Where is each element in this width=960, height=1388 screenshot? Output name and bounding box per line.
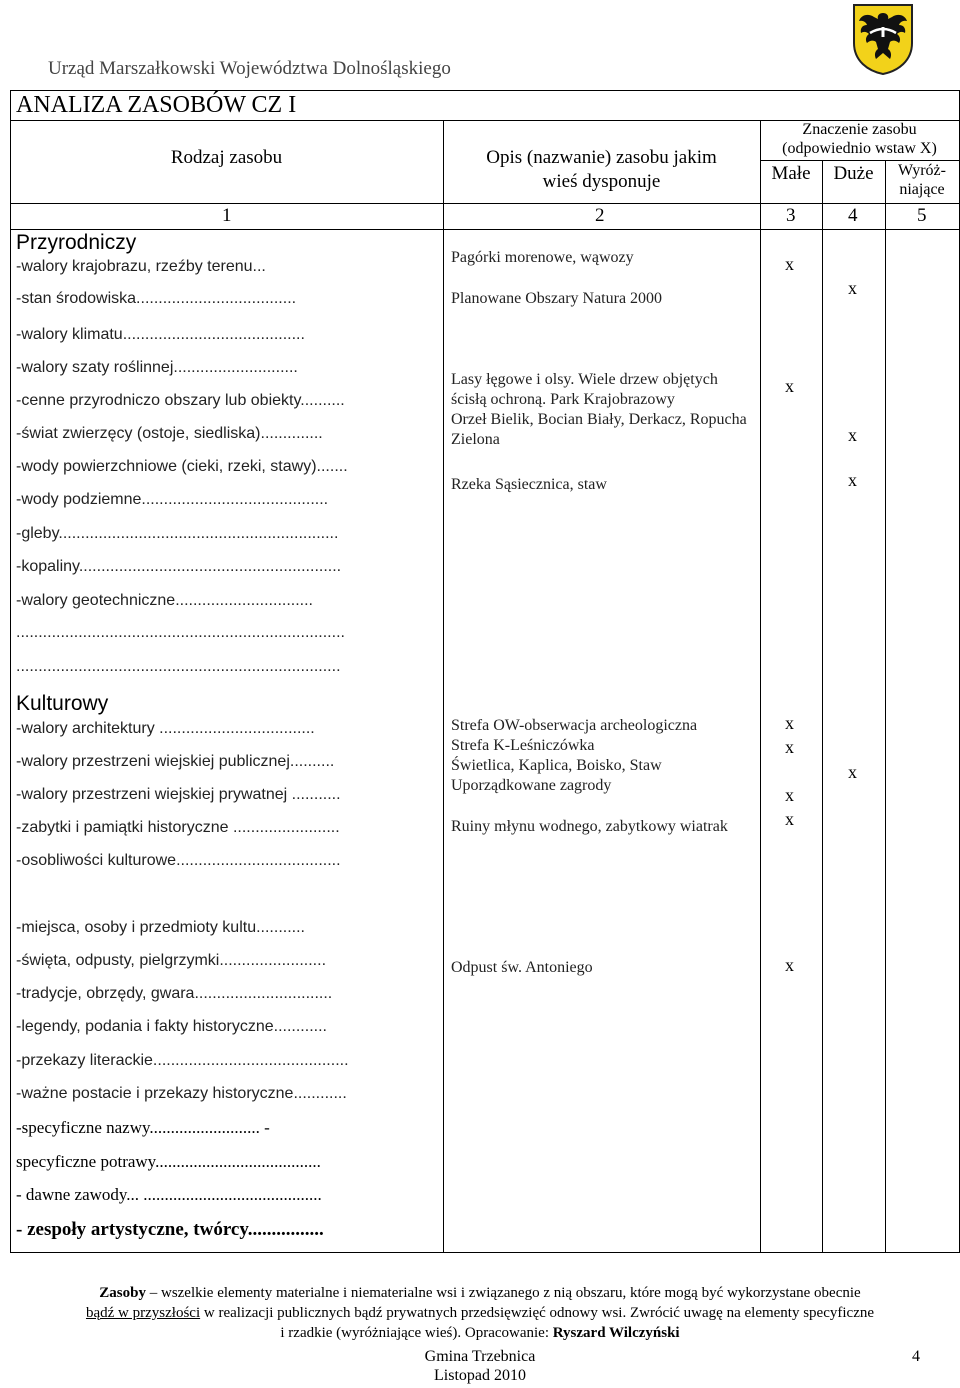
header-resource-type: Rodzaj zasobu bbox=[170, 147, 283, 168]
mark-x: x bbox=[785, 737, 794, 757]
header-row-divider bbox=[10, 203, 959, 204]
list-item: specyficzne potrawy....................................... bbox=[16, 1152, 321, 1171]
list-item: -legendy, podania i fakty historyczne............ bbox=[16, 1018, 327, 1035]
document-date: Listopad 2010 bbox=[434, 1367, 526, 1384]
author-name: Ryszard Wilczyński bbox=[552, 1325, 680, 1341]
column-number-1: 1 bbox=[222, 205, 232, 226]
mark-x: x bbox=[785, 955, 794, 975]
resource-description: Rzeka Sąsiecznica, staw bbox=[451, 476, 607, 493]
header-significance: Znaczenie zasobu bbox=[802, 121, 917, 138]
list-item: -tradycje, obrzędy, gwara............................... bbox=[16, 985, 333, 1002]
list-item: -walory przestrzeni wiejskiej prywatnej ........... bbox=[16, 786, 341, 803]
col-divider-4 bbox=[885, 160, 886, 1252]
column-number-2: 2 bbox=[595, 205, 605, 226]
table-top-border bbox=[10, 90, 959, 91]
number-row-divider bbox=[10, 229, 959, 230]
resource-description: Planowane Obszary Natura 2000 bbox=[451, 290, 663, 307]
list-item: -walory przestrzeni wiejskiej publicznej.......... bbox=[16, 753, 335, 770]
list-item: -walory architektury ................................... bbox=[16, 720, 315, 737]
resource-description: Strefa OW-obserwacja archeologiczna bbox=[451, 717, 698, 734]
mark-x: x bbox=[785, 809, 794, 829]
list-item: -walory szaty roślinnej............................ bbox=[16, 359, 298, 376]
list-item: -przekazy literackie............................................ bbox=[16, 1052, 349, 1069]
list-item: -walory geotechniczne............................... bbox=[16, 592, 313, 609]
list-item: -osobliwości kulturowe..................................... bbox=[16, 852, 341, 869]
office-name: Urząd Marszałkowski Województwa Dolnośląskiego bbox=[48, 58, 451, 79]
resource-description: Strefa K-Leśniczówka bbox=[451, 737, 595, 754]
resource-description: Lasy łęgowe i olsy. Wiele drzew objętych ścisłą ochroną. Park Krajobrazowy bbox=[451, 371, 718, 408]
header-large: Duże bbox=[833, 163, 874, 184]
eagle-crest-icon bbox=[852, 3, 914, 75]
header-description-line2: wieś dysponuje bbox=[542, 171, 661, 192]
col-divider-1 bbox=[443, 120, 444, 1252]
column-number-4: 4 bbox=[848, 205, 858, 226]
list-item: -walory krajobrazu, rzeźby terenu... bbox=[16, 258, 266, 275]
resource-description: Świetlica, Kaplica, Boisko, Staw bbox=[451, 757, 662, 774]
list-item: ......................................................................... bbox=[16, 658, 341, 675]
page-number: 4 bbox=[912, 1348, 920, 1365]
section-title-nature: Przyrodniczy bbox=[16, 231, 137, 254]
mark-x: x bbox=[848, 470, 857, 490]
list-item: -wody powierzchniowe (cieki, rzeki, stawy)....... bbox=[16, 458, 348, 475]
underlined-phrase: bądź w przyszłości bbox=[85, 1305, 201, 1321]
list-item: -zabytki i pamiątki historyczne ........................ bbox=[16, 819, 340, 836]
list-item: -cenne przyrodniczo obszary lub obiekty.......... bbox=[16, 392, 345, 409]
mark-x: x bbox=[848, 425, 857, 445]
column-number-3: 3 bbox=[786, 205, 796, 226]
definition-text: i rzadkie (wyróżniające wieś). Opracowanie: bbox=[280, 1325, 553, 1341]
resource-description: Uporządkowane zagrody bbox=[451, 777, 612, 794]
list-item: -miejsca, osoby i przedmioty kultu........... bbox=[16, 919, 305, 936]
resource-description: Pagórki morenowe, wąwozy bbox=[451, 249, 634, 266]
definition-line-3 bbox=[0, 1323, 960, 1343]
definition-text: w realizacji publicznych bądź prywatnych przedsięwzięć odnowy wsi. Zwrócić uwagę na elementy specyficzne bbox=[200, 1305, 875, 1321]
section-title-culture: Kulturowy bbox=[16, 692, 109, 715]
list-item: .......................................................................... bbox=[16, 624, 345, 641]
definition-line-2 bbox=[0, 1303, 960, 1323]
list-item: -walory klimatu......................................... bbox=[16, 326, 305, 343]
list-item: -świat zwierzęcy (ostoje, siedliska).............. bbox=[16, 425, 323, 442]
list-item: -specyficzne nazwy.......................... - bbox=[16, 1118, 270, 1137]
column-number-5: 5 bbox=[917, 205, 927, 226]
mark-x: x bbox=[848, 762, 857, 782]
definition-line-1 bbox=[0, 1283, 960, 1303]
municipality-name: Gmina Trzebnica bbox=[424, 1348, 536, 1365]
col-divider-2 bbox=[760, 120, 761, 1252]
list-item: -kopaliny........................................................... bbox=[16, 558, 342, 575]
list-item: - zespoły artystyczne, twórcy................ bbox=[16, 1219, 324, 1240]
list-item: -wody podziemne.......................................... bbox=[16, 491, 329, 508]
mark-x: x bbox=[785, 254, 794, 274]
col-divider-3 bbox=[822, 160, 823, 1252]
header-description-line1: Opis (nazwanie) zasobu jakim bbox=[486, 147, 717, 168]
significance-divider bbox=[760, 160, 959, 161]
list-item: -stan środowiska.................................... bbox=[16, 290, 297, 307]
resource-description: Odpust św. Antoniego bbox=[451, 959, 593, 976]
mark-x: x bbox=[848, 278, 857, 298]
list-item: -święta, odpusty, pielgrzymki........................ bbox=[16, 952, 327, 969]
document-title: ANALIZA ZASOBÓW CZ I bbox=[16, 92, 297, 118]
header-significance-hint: (odpowiednio wstaw X) bbox=[782, 140, 937, 157]
mark-x: x bbox=[785, 376, 794, 396]
definition-text: – wszelkie elementy materialne i niematerialne wsi i związanego z nią obszaru, które mogą być wykorzystane obecnie bbox=[145, 1285, 861, 1301]
header-distinctive-line2: niające bbox=[899, 181, 945, 198]
list-item: -gleby............................................................... bbox=[16, 525, 339, 542]
list-item: - dawne zawody... .......................................... bbox=[16, 1185, 322, 1204]
definition-term: Zasoby bbox=[99, 1285, 146, 1301]
resource-description: Orzeł Bielik, Bocian Biały, Derkacz, Ropucha Zielona bbox=[451, 411, 747, 448]
resource-description: Ruiny młynu wodnego, zabytkowy wiatrak bbox=[451, 818, 728, 835]
header-small: Małe bbox=[771, 163, 811, 184]
header-distinctive-line1: Wyróż- bbox=[898, 162, 946, 179]
mark-x: x bbox=[785, 713, 794, 733]
list-item: -ważne postacie i przekazy historyczne............ bbox=[16, 1085, 347, 1102]
mark-x: x bbox=[785, 785, 794, 805]
